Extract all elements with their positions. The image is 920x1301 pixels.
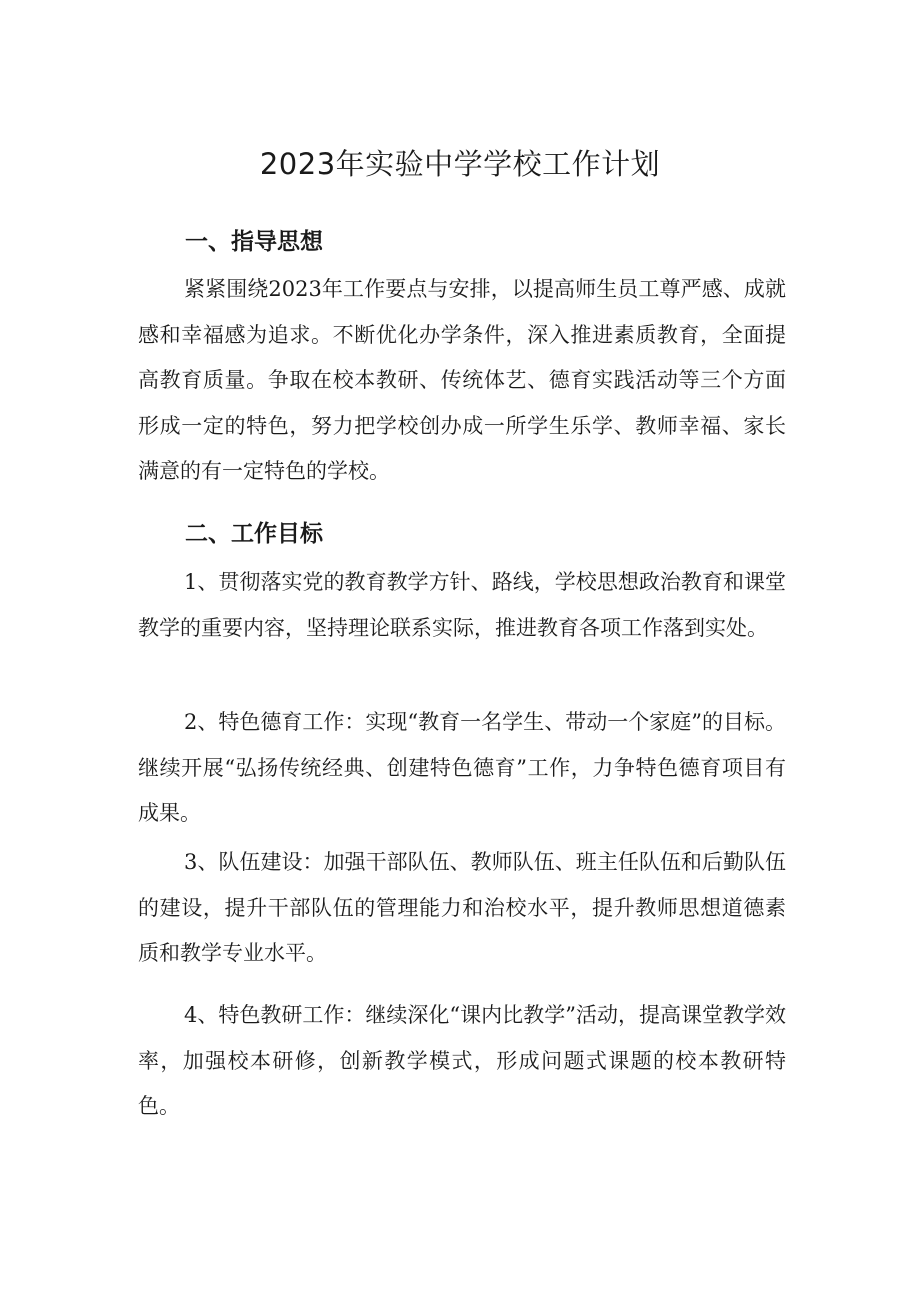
document-title: 2023年实验中学学校工作计划 <box>259 147 661 181</box>
paragraph-goal-4: 4、特色教研工作：继续深化“课内比教学”活动，提高课堂教学效率，加强校本研修，创新教学模式，形成问题式课题的校本教研特色。 <box>138 1003 786 1118</box>
section-heading-guiding-ideology: 一、指导思想 <box>185 229 323 255</box>
section-heading-work-goals: 二、工作目标 <box>185 521 323 547</box>
paragraph-goal-1: 1、贯彻落实党的教育教学方针、路线，学校思想政治教育和课堂教学的重要内容，坚持理论联系实际，推进教育各项工作落到实处。 <box>138 570 786 640</box>
paragraph-goal-3: 3、队伍建设：加强干部队伍、教师队伍、班主任队伍和后勤队伍的建设，提升干部队伍的管理能力和治校水平，提升教师思想道德素质和教学专业水平。 <box>138 850 786 965</box>
paragraph-goal-2: 2、特色德育工作：实现“教育一名学生、带动一个家庭”的目标。继续开展“弘扬传统经典、创建特色德育”工作，力争特色德育项目有成果。 <box>138 710 786 825</box>
paragraph-guiding-ideology: 紧紧围绕2023年工作要点与安排，以提高师生员工尊严感、成就感和幸福感为追求。不断优化办学条件，深入推进素质教育，全面提高教育质量。争取在校本教研、传统体艺、德育实践活动等三个方面形成一定的特色，努力把学校创办成一所学生乐学、教师幸福、家长满意的有一定特色的学校。 <box>138 277 786 483</box>
